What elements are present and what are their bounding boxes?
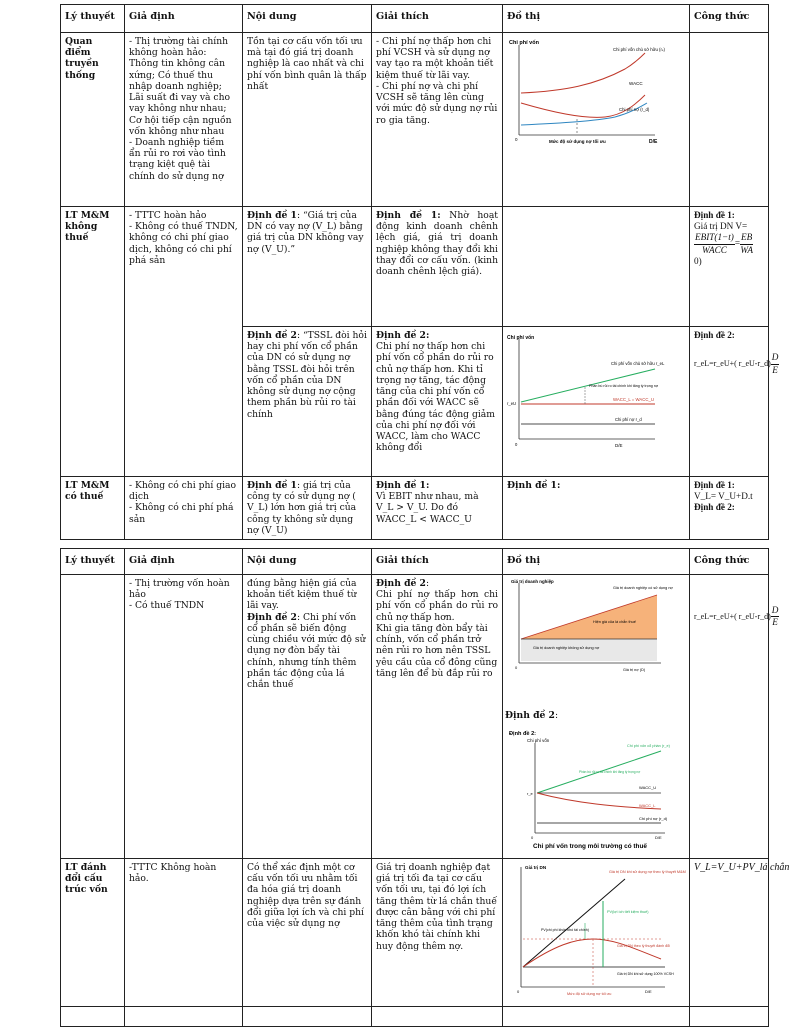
header-noi-dung: Nội dung [243,549,372,575]
theory-name-empty [61,575,125,859]
origin-label: 0 [531,835,534,841]
wacc-label: WACC_L = WACC_U [613,397,654,402]
y-label: Chi phí vốn [509,40,539,46]
debt-label: Chi phí nợ (r_d) [639,816,668,822]
proposition-2-title: Định đề 2 [247,330,297,341]
chart-cell [503,859,690,1007]
proposition-2-text: : Chi phí vốn cổ phần sẽ biến động cùng chiều với mức độ sử dụng nợ đòn bẩy tài chính, nhưng tính thêm phần tác động của lá chắn thuế [247,611,366,690]
header-row [61,5,769,33]
explanation-dd2 [372,327,503,477]
premium-label: Phần bù rủi ro tài chính khi tăng tỷ trọng nợ [589,384,659,388]
explanation-dd1 [372,207,503,327]
unlevered-value-label: Giá trị doanh nghiệp không sử dụng nợ [533,646,600,650]
formula-2-text: r_eL=r_eU+( r_eU-r_d) [694,359,771,369]
explanation-text: - Chi phí nợ thấp hơn chi phí VCSH và sử dụng nợ vay tạo ra một khoản tiết kiệm thuế từ lãi vay. - Chi phí nợ và chi phí VCSH sẽ tăng lên cùng với mức độ sử dụng nợ rủi ro gia tăng. [376,36,498,126]
header-ly-thuyet: Lý thuyết [61,549,125,575]
equity-label: Chi phí vốn chủ sở hữu r_eL [611,361,665,366]
tax-shield-label: Hiện giá của lá chắn thuế [593,620,636,624]
formula-2-title: Định đề 2: [694,330,735,340]
explanation-2-title: Định đề 2: [376,330,430,341]
y-axis-mark: r_e [527,791,533,797]
theory-name: LT M&M có thuế [61,477,125,540]
formula-cell [690,477,769,540]
x-label: D/E [649,139,658,145]
content-continued: đúng bằng hiện giá của khoản tiết kiệm thuế từ lãi vay. [247,578,357,612]
empty-cell [125,1007,243,1027]
formula-dd2 [690,327,779,477]
assumptions [125,575,243,859]
content-dd1 [243,207,372,327]
header-do-thi: Đồ thị [503,5,690,33]
assumptions: -TTTC Không hoàn hảo. [125,859,243,1007]
explanation-1-title: Định đề 1: [376,210,441,221]
mm-value-label: Giá trị DN khi sử dụng nợ theo lý thuyết M&M [609,870,686,874]
empty-cell [690,1007,769,1027]
header-cong-thuc: Công thức [690,549,769,575]
explanation-text-1: Chi phí nợ thấp hơn chi phí vốn cổ phần do rủi ro chủ nợ thấp hơn. [376,589,498,623]
formula-1-prefix: Giá trị DN V= [694,221,748,232]
explanation-title-colon: : [425,578,430,589]
chart-cell-empty [503,207,690,327]
explanation-2-text: Chi phí nợ thấp hơn chi phí vốn cổ phần do rủi ro chủ nợ thấp hơn. Khi tỉ trọng nợ tăng, tác động tăng của chi phí vốn cổ phần đối với WACC sẽ bằng đúng tác động giảm của chi phí nợ đối với WACC, làm cho WACC không đổi [376,341,495,454]
chart-cell [503,575,690,859]
header-gia-dinh: Giả định [125,549,243,575]
capital-structure-table-2 [60,548,789,1027]
formula-cell: V_L=V_U+PV_lá chắn [690,859,769,1007]
wacc-u-label: WACC_U [639,785,657,791]
firm-value-chart [505,577,685,677]
premium-label: Phần bù rủi ro tài chính khi tăng tỷ trọng nợ [579,770,641,775]
formula-fraction [771,605,780,628]
optimal-label: Mức độ sử dụng nợ tối ưu [549,139,606,144]
assumptions [125,207,243,477]
proposition-1-title: Định đề 1 [247,210,297,221]
header-gia-dinh: Giả định [125,5,243,33]
origin-label: 0 [515,665,518,670]
header-cong-thuc: Công thức [690,5,769,33]
assumptions [125,33,243,207]
formula-cell [690,33,769,207]
fraction-denominator: E [772,364,778,375]
unlevered-value-label: Giá trị DN khi sử dụng 100% VCSH [617,972,674,976]
row-mm-khong-thue-dd1 [61,207,769,327]
formula-dd1: Định đề 1: Giá trị DN V= $\frac{\text{EBIT(1−t)}}{\text{WACC}}$ = $\frac{EB}{WA}$ 0) [690,207,769,327]
origin-label: 0 [515,442,518,447]
formula-2-fraction [771,352,780,375]
empty-cell [372,1007,503,1027]
explanation-1-text: Nhờ hoạt động kinh doanh chênh lệch giá, giá trị doanh nghiệp không thay đổi khi thay đổi cơ cấu vốn. (kinh doanh chênh lệch giá). [376,210,498,278]
formula-1-title: Định đề 1: [694,210,735,220]
y-label: Chi phí vốn [527,738,550,744]
chart-2-caption-colon: : [554,710,559,722]
x-label: D/E [655,835,662,841]
formula-1-title: Định đề 1: [694,480,735,490]
fraction-2-denominator: WA [740,244,753,255]
proposition-2-text: : “TSSL đòi hỏi hay chi phí vốn cổ phần của DN có sử dụng nợ bằng TSSL đòi hỏi trên vốn cổ phần của DN không sử dụng nợ cộng them phần bù rủi ro tài chính [247,330,367,420]
header-row [61,549,769,575]
formula-text: r_eL=r_eU+( r_eU-r_d) [694,611,771,621]
explanation: Giá trị doanh nghiệp đạt giá trị tối đa tại cơ cấu vốn tối ưu, tại đó lợi ích tăng thêm từ lá chắn thuế được cân bằng với chi phí tăng thêm của tình trạng khốn khó tài chính khi huy động thêm nợ. [372,859,503,1007]
debt-label: Chi phí nợ (r_d) [619,107,650,112]
assumptions-text: - Thị trường tài chính không hoàn hảo: Thông tin không cân xứng; Có thuế thu nhập doanh nghiệp; Lãi suất đi vay và cho vay không như nhau; Cơ hội tiếp cận nguồn vốn không như nhau - Doanh nghiệp tiềm ẩn rủi ro rơi vào tình trạng kiệt quệ tài chính do sử dụng nợ [129,36,232,182]
explanation-dd1 [372,477,503,540]
explanation-text-2: Khi gia tăng đòn bẩy tài chính, vốn cổ phần trở nên rủi ro hơn nên TSSL yêu cầu của cổ đông cũng tăng lên để bù đắp rủi ro [376,622,498,679]
explanation-1-text: Vì EBIT như nhau, mà V_L > V_U. Do đó WACC_L < WACC_U [376,491,479,525]
chart-cell [503,327,690,477]
optimal-label: Mức độ sử dụng nợ tối ưu [567,992,612,996]
header-giai-thich: Giải thích [372,5,503,33]
inner-title: Định đề 2: [509,731,537,738]
assumptions-text: - Thị trường vốn hoàn hảo - Có thuế TNDN [129,578,230,612]
pv-distress-label: PV(chi phí khốn khó tài chính) [541,928,589,932]
explanation [372,575,503,859]
fraction-denominator: E [772,617,778,628]
header-ly-thuyet: Lý thuyết [61,5,125,33]
y-label: Giá trị doanh nghiệp [511,579,554,584]
formula-2-title: Định đề 2: [694,502,735,513]
tradeoff-chart [505,861,685,1001]
y-label: Giá trị DN [525,865,547,870]
mm-value-line [523,879,625,967]
wacc-label: WACC [629,81,643,86]
content [243,575,372,859]
header-giai-thich: Giải thích [372,549,503,575]
assumptions [125,477,243,540]
explanation-title: Định đề 2 [376,578,426,589]
proposition-1-title: Định đề 1 [247,480,297,491]
tradeoff-label: Giá trị DN theo lý thuyết đánh đổi [617,944,670,948]
theory-name: Quan điểm truyền thống [61,33,125,207]
theory-name: LT đánh đổi cấu trúc vốn [61,859,125,1007]
mm-no-tax-cost-chart [505,329,685,469]
row-truyen-thong [61,33,769,207]
theory-name: LT M&M không thuế [61,207,125,477]
chart-cell [503,33,690,207]
content-dd1 [243,477,372,540]
row-danh-doi [61,859,769,1007]
explanation [372,33,503,207]
fraction-numerator: EBIT(1−t) [694,232,735,244]
empty-cell [243,1007,372,1027]
equity-cost-line [521,53,645,93]
x-label: Giá trị nợ (D) [623,668,646,672]
caption: Chi phí vốn trong môi trường có thuế [533,843,647,851]
formula-cell [690,575,779,859]
content: Có thể xác định một cơ cấu vốn tối ưu nhằm tối đa hóa giá trị doanh nghiệp dựa trên sự đánh đổi giữa lợi ích và chi phí của việc sử dụng nợ [243,859,372,1007]
fraction-denominator: WACC [701,244,727,255]
header-do-thi: Đồ thị [503,549,690,575]
tax-cost-of-capital-chart [505,727,685,851]
assumptions-text: - Không có chi phí giao dịch - Không có chi phí phá sản [129,480,237,525]
row-mm-co-thue-cont [61,575,769,859]
content: Tồn tại cơ cấu vốn tối ưu mà tại đó giá trị doanh nghiệp là cao nhất và chi phí vốn bình quân là thấp nhất [243,33,372,207]
debt-label: Chi phí nợ r_d [615,417,642,422]
traditional-cost-chart [505,35,685,159]
formula-1-fraction-2 [740,232,753,255]
x-label: D/E [645,989,652,994]
row-mm-co-thue [61,477,769,540]
chart-cell [503,477,690,540]
chart-2-caption: Định đề 2 [505,710,555,722]
levered-value-label: Giá trị doanh nghiệp có sử dụng nợ [613,586,673,590]
empty-cell [61,1007,125,1027]
header-noi-dung: Nội dung [243,5,372,33]
y-label: Chi phí vốn [507,335,535,341]
unlevered-value-area [521,639,657,661]
pv-tax-label: PV(lợi ích tiết kiệm thuế) [607,910,649,914]
fraction-numerator: D [771,352,780,364]
empty-cell [503,1007,690,1027]
proposition-1-text: : “Giá trị của DN có vay nợ (V_L) bằng giá trị của DN không vay nợ (V_U).” [247,210,364,255]
fraction-2-numerator: EB [740,232,753,244]
assumptions-text: - TTTC hoàn hảo - Không có thuế TNDN, không có chi phí giao dịch, không có chi phí phá sản [129,210,238,266]
capital-structure-table-1 [60,4,779,540]
fraction-numerator: D [771,605,780,617]
formula-1-fraction [694,232,735,255]
proposition-1-text: : giá trị của công ty có sử dụng nợ ( V_L) lớn hơn giá trị của công ty không sử dụng nợ (V_U) [247,480,357,536]
origin-label: 0 [517,989,520,994]
chart-title: Định đề 1: [507,480,561,491]
row-empty [61,1007,769,1027]
equity-label: Chi phí vốn cổ phần (r_e) [627,744,670,749]
y-axis-mark: r_eU [507,401,517,406]
formula-1-text: V_L= V_U+D.t [694,491,753,502]
equity-label: Chi phí vốn chủ sở hữu (rₛ) [613,47,665,52]
wacc-l-label: WACC_L [639,803,656,809]
formula-1-tail: 0) [694,255,702,266]
explanation-1-title: Định đề 1: [376,480,430,491]
x-label: D/E [615,443,623,448]
proposition-2-title: Định đề 2 [247,611,297,623]
origin-label: 0 [515,137,518,142]
content-dd2 [243,327,372,477]
